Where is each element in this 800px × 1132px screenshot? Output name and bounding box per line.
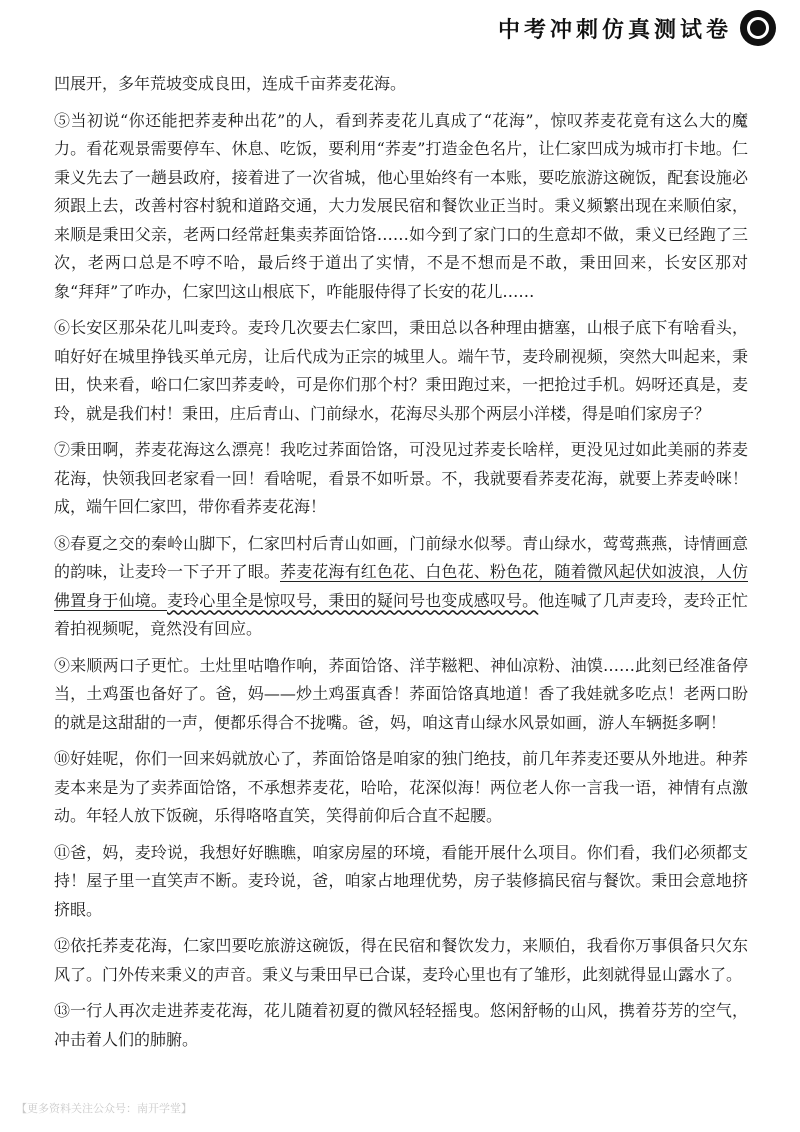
- paragraph-10: ⑩好娃呢，你们一回来妈就放心了，荞面饸饹是咱家的独门绝技，前几年荞麦还要从外地进。种荞麦本来是为了卖荞面饸饹，不承想荞麦花，哈哈，花深似海！两位老人你一言我一语，神情有点激动。年轻人放下饭碗，乐得咯咯直笑，笑得前仰后合直不起腰。: [54, 749, 748, 825]
- school-emblem-icon: [740, 10, 776, 46]
- header-title: 中考冲刺仿真测试卷: [497, 17, 732, 43]
- underlined-sentence-straight: 荞麦花海有红色花、白色花、粉色花，随着微风起伏如波浪，人仿佛置身于仙境。: [54, 562, 748, 610]
- paragraph-12: ⑫依托荞麦花海，仁家凹要吃旅游这碗饭，得在民宿和餐饮发力，来顺伯，我看你万事俱备只欠东风了。门外传来秉义的声音。秉义与秉田早已合谋，麦玲心里也有了雏形，此刻就得显山露水了。: [54, 936, 748, 984]
- page-header: [498, 10, 776, 46]
- paragraph-8: [54, 530, 748, 644]
- paragraph-13: ⑬一行人再次走进荞麦花海，花儿随着初夏的微风轻轻摇曳。悠闲舒畅的山风，携着芬芳的空气，冲击着人们的肺腑。: [54, 1001, 748, 1049]
- footer-note: 【更多资料关注公众号：南开学堂】: [16, 1102, 192, 1115]
- underlined-sentence-wavy: 麦玲心里全是惊叹号，秉田的疑问号也变成感叹号。: [167, 590, 539, 610]
- paragraph-9: ⑨来顺两口子更忙。土灶里咕噜作响，荞面饸饹、洋芋糍粑、神仙凉粉、油馍……此刻已经准备停当，土鸡蛋也备好了。爸，妈——炒土鸡蛋真香！荞面饸饹真地道！香了我娃就多吃点！老两口盼的就是这甜甜的一声，便都乐得合不拢嘴。爸，妈，咱这青山绿水风景如画，游人车辆挺多啊！: [54, 655, 748, 732]
- paragraph-5: ⑤当初说“你还能把荞麦种出花”的人，看到荞麦花儿真成了“花海”，惊叹荞麦花竟有这么大的魔力。看花观景需要停车、休息、吃饭，要利用“荞麦”打造金色名片，让仁家凹成为城市打卡地。仁秉义先去了一趟县政府，接着进了一次省城，他心里始终有一本账，要吃旅游这碗饭，配套设施必须跟上去，改善村容村貌和道路交通，大力发展民宿和餐饮业正当时。秉义频繁出现在来顺伯家，来顺是秉田父亲，老两口经常赶集卖荞面饸饹……如今到了家门口的生意却不做，秉义已经跑了三次，老两口总是不哼不哈，最后终于道出了实情，不是不想而是不敢，秉田回来，长安区那对象“拜拜”了咋办，仁家凹这山根底下，咋能服侍得了长安的花儿……: [54, 110, 748, 301]
- paragraph-0: 凹展开，多年荒坡变成良田，连成千亩荞麦花海。: [54, 74, 407, 93]
- paragraph-7: ⑦秉田啊，荞麦花海这么漂亮！我吃过荞面饸饹，可没见过荞麦长啥样，更没见过如此美丽的荞麦花海，快领我回老家看一回！看啥呢，看景不如听景。不，我就要看荞麦花海，就要上荞麦岭咪！成，端午回仁家凹，带你看荞麦花海！: [54, 440, 748, 516]
- paragraph-11: ⑪爸，妈，麦玲说，我想好好瞧瞧，咱家房屋的环境，看能开展什么项目。你们看，我们必须都支持！屋子里一直笑声不断。麦玲说，爸，咱家占地理优势，房子装修搞民宿与餐饮。秉田会意地挤挤眼。: [54, 842, 748, 919]
- paragraph-6: ⑥长安区那朵花儿叫麦玲。麦玲几次要去仁家凹，秉田总以各种理由搪塞，山根子底下有啥看头，咱好好在城里挣钱买单元房，让后代成为正宗的城里人。端午节，麦玲刷视频，突然大叫起来，秉田，快来看，峪口仁家凹荞麦岭，可是你们那个村？秉田跑过来，一把抢过手机。妈呀还真是，麦玲，就是我们村！秉田，庄后青山、门前绿水，花海尽头那个两层小洋楼，得是咱们家房子？: [54, 318, 748, 423]
- reading-passage: [54, 70, 748, 1062]
- paragraph-8-intro: ⑧春夏之交的秦岭山脚下，仁家凹村后青山如画，门前绿水似琴。青山绿水，莺莺燕燕，诗情画意的韵味，让麦玲一下子开了眼。: [54, 533, 748, 581]
- paragraph-8-end: 他连喊了几声麦玲，麦玲正忙着拍视频呢，竟然没有回应。: [54, 590, 748, 638]
